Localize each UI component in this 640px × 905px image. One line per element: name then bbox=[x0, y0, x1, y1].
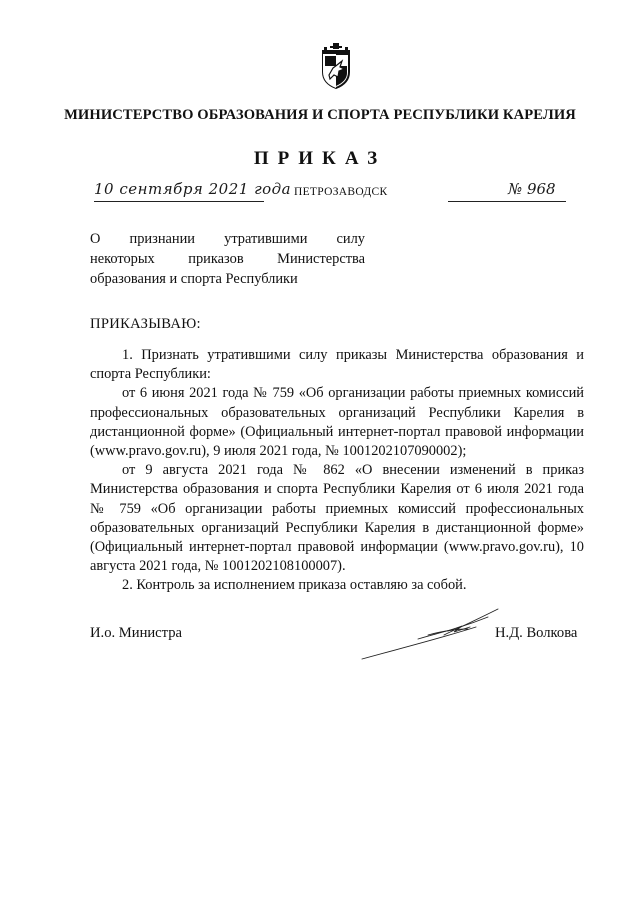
ministry-name: МИНИСТЕРСТВО ОБРАЗОВАНИЯ И СПОРТА РЕСПУБЛИКИ КАРЕЛИЯ bbox=[64, 107, 576, 123]
handwritten-signature-icon bbox=[358, 605, 508, 665]
paragraph-2: от 6 июня 2021 года № 759 «Об организации работы приемных комиссий профессиональных образовательных организаций Республики Карелия в дистанционной форме» (Официальный интернет-портал правовой информации (www.pravo.gov.ru), 9 июля 2021 года, № 1001202107090002); bbox=[90, 385, 584, 460]
document-title: ПРИКАЗ bbox=[253, 148, 387, 169]
paragraph-1: 1. Признать утратившими силу приказы Министерства образования и спорта Республики: bbox=[90, 347, 584, 383]
signer-name: Н.Д. Волкова bbox=[495, 625, 578, 641]
orders-heading: ПРИКАЗЫВАЮ: bbox=[90, 316, 201, 332]
city-label: ПЕТРОЗАВОДСК bbox=[294, 186, 388, 198]
handwritten-number: № 968 bbox=[508, 180, 556, 198]
paragraph-4: 2. Контроль за исполнением приказа оставляю за собой. bbox=[122, 577, 467, 594]
order-body bbox=[90, 346, 584, 596]
subject-line: образования и спорта Республики bbox=[90, 271, 298, 287]
paragraph-3: от 9 августа 2021 года № 862 «О внесении изменений в приказ Министерства образования и спорта Республики Карелия от 6 июля 2021 года № 759 «Об организации работы приемных комиссий профессиональных образовательных организаций Республики Карелия в дистанционной форме» (Официальный интернет-портал правовой информации (www.pravo.gov.ru), 10 августа 2021 года, № 1001202108100007). bbox=[90, 462, 584, 575]
document-subject bbox=[90, 229, 365, 289]
number-underline bbox=[448, 201, 566, 202]
signer-position: И.о. Министра bbox=[90, 625, 182, 641]
coat-of-arms-icon bbox=[318, 42, 354, 90]
date-underline bbox=[94, 201, 264, 202]
handwritten-date: 10 сентября 2021 года bbox=[94, 180, 292, 198]
subject-line: О признании утратившими силу bbox=[90, 231, 365, 247]
subject-line: некоторых приказов Министерства bbox=[90, 251, 365, 267]
